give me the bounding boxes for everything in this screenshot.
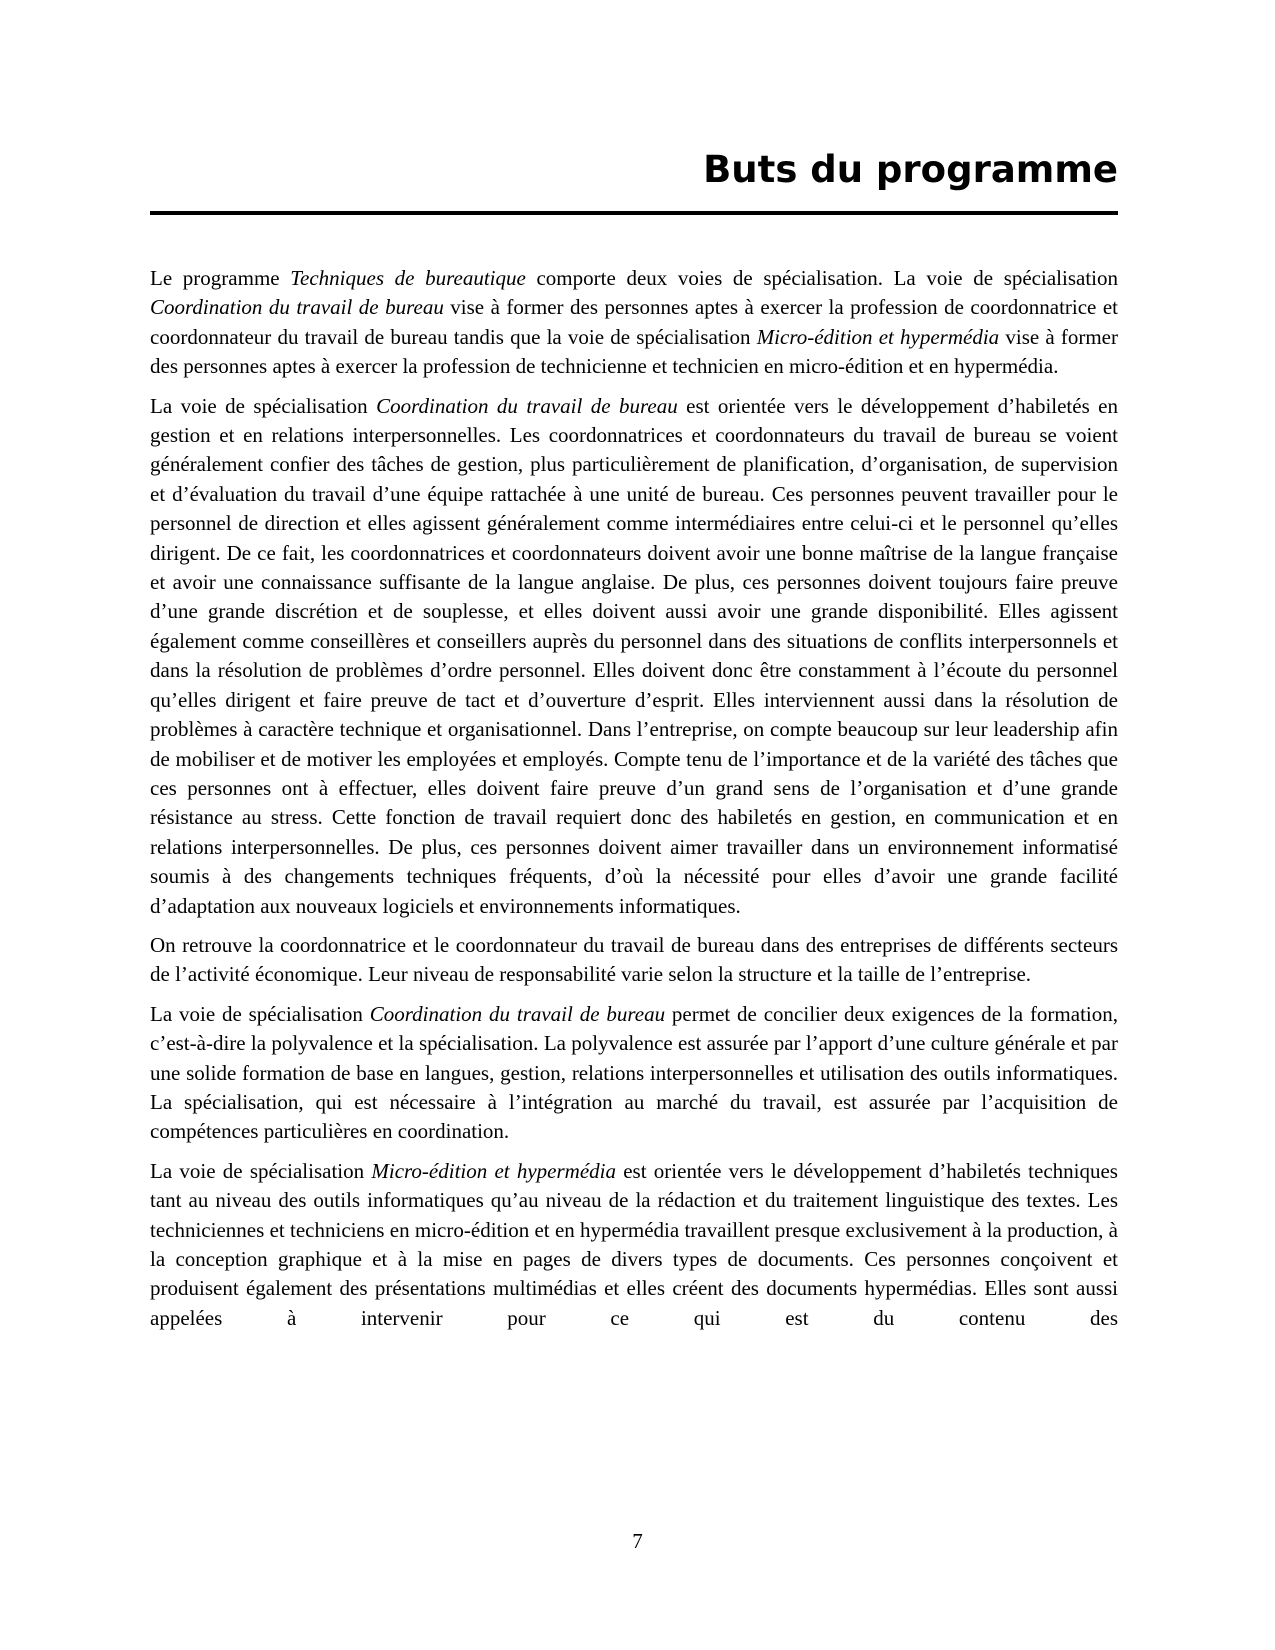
paragraph-text: vise à former des personnes aptes à exercer la profession de coordonnatrice et coordonnateur du travail de bureau tandis que la voie de spécialisation: [150, 295, 1118, 349]
title-rule: [150, 211, 1118, 215]
paragraph-text: vise à former des personnes aptes à exercer la profession de technicienne et technicien en micro-édition et en hypermédia.: [150, 324, 1118, 379]
italic-term: Techniques de bureautique: [290, 266, 526, 290]
italic-term: Coordination du travail de bureau: [376, 393, 678, 418]
paragraph-5: [150, 1157, 1118, 1333]
paragraph-text: La voie de spécialisation: [150, 1158, 372, 1183]
paragraph-4: [150, 1000, 1118, 1147]
paragraph-1: [150, 264, 1118, 382]
page-title: Buts du programme: [703, 148, 1118, 191]
paragraph-text: est orientée vers le développement d’habiletés en gestion et en relations interpersonnelles. Les coordonnatrices et coordonnateurs du travail de bureau se voient généralement confier des tâches de gestion, plus particulièrement de planification, d’organisation, de supervision et d’évaluation du travail d’une équipe rattachée à une unité de bureau. Ces personnes peuvent travailler pour le personnel de direction et elles agissent généralement comme intermédiaires entre celui-ci et le personnel qu’elles dirigent. De ce fait, les coordonnatrices et coordonnateurs doivent avoir une bonne maîtrise de la langue française et avoir une connaissance suffisante de la langue anglaise. De plus, ces personnes doivent toujours faire preuve d’une grande discrétion et de souplesse, et elles doivent aussi avoir une grande disponibilité. Elles agissent également comme conseillères et conseillers auprès du personnel dans des situations de conflits interpersonnels et dans la résolution de problèmes d’ordre personnel. Elles doivent donc être constamment à l’écoute du personnel qu’elles dirigent et faire preuve de tact et d’ouverture d’esprit. Elles interviennent aussi dans la résolution de problèmes à caractère technique et organisationnel. Dans l’entreprise, on compte beaucoup sur leur leadership afin de mobiliser et de motiver les employées et employés. Compte tenu de l’importance et de la variété des tâches que ces personnes ont à effectuer, elles doivent faire preuve d’un grand sens de l’organisation et d’une grande résistance au stress. Cette fonction de travail requiert donc des habiletés en gestion, en communication et en relations interpersonnelles. De plus, ces personnes doivent aimer travailler dans un environnement informatisé soumis à des changements techniques fréquents, d’où la nécessité pour elles d’avoir une grande facilité d’adaptation aux nouveaux logiciels et environnements informatiques.: [150, 393, 1118, 918]
paragraph-text: On retrouve la coordonnatrice et le coordonnateur du travail de bureau dans des entreprises de différents secteurs de l’activité économique. Leur niveau de responsabilité varie selon la structure et la taille de l’entreprise.: [150, 932, 1118, 987]
italic-term: Coordination du travail de bureau: [150, 295, 444, 320]
italic-term: Micro-édition et hypermédia: [756, 324, 1000, 349]
italic-term: Micro-édition et hypermédia: [371, 1158, 616, 1183]
paragraph-text: permet de concilier deux exigences de la formation, c’est-à-dire la polyvalence et la spécialisation. La polyvalence est assurée par l’apport d’une culture générale et par une solide formation de base en langues, gestion, relations interpersonnelles et utilisation des outils informatiques. La spécialisation, qui est nécessaire à l’intégration au marché du travail, est assurée par l’acquisition de compétences particulières en coordination.: [150, 1001, 1119, 1144]
page-number: 7: [632, 1529, 643, 1553]
italic-term: Coordination du travail de bureau: [369, 1001, 666, 1026]
paragraph-text: comporte deux voies de spécialisation. La voie de spécialisation: [525, 266, 1118, 290]
paragraph-text: La voie de spécialisation: [150, 393, 377, 418]
paragraph-2: [150, 392, 1118, 921]
paragraph-text: est orientée vers le développement d’habiletés techniques tant au niveau des outils informatiques qu’au niveau de la rédaction et du traitement linguistique des textes. Les techniciennes et techniciens en micro-édition et en hypermédia travaillent presque exclusivement à la production, à la conception graphique et à la mise en pages de divers types de documents. Ces personnes conçoivent et produisent également des présentations multimédias et elles créent des documents hypermédias. Elles sont aussi appelées à intervenir pour ce qui est du contenu des: [150, 1158, 1118, 1330]
paragraph-text: La voie de spécialisation: [150, 1001, 370, 1026]
paragraph-text: Le programme: [150, 266, 291, 290]
paragraph-3: [150, 931, 1118, 990]
body-text: [150, 264, 1118, 1343]
